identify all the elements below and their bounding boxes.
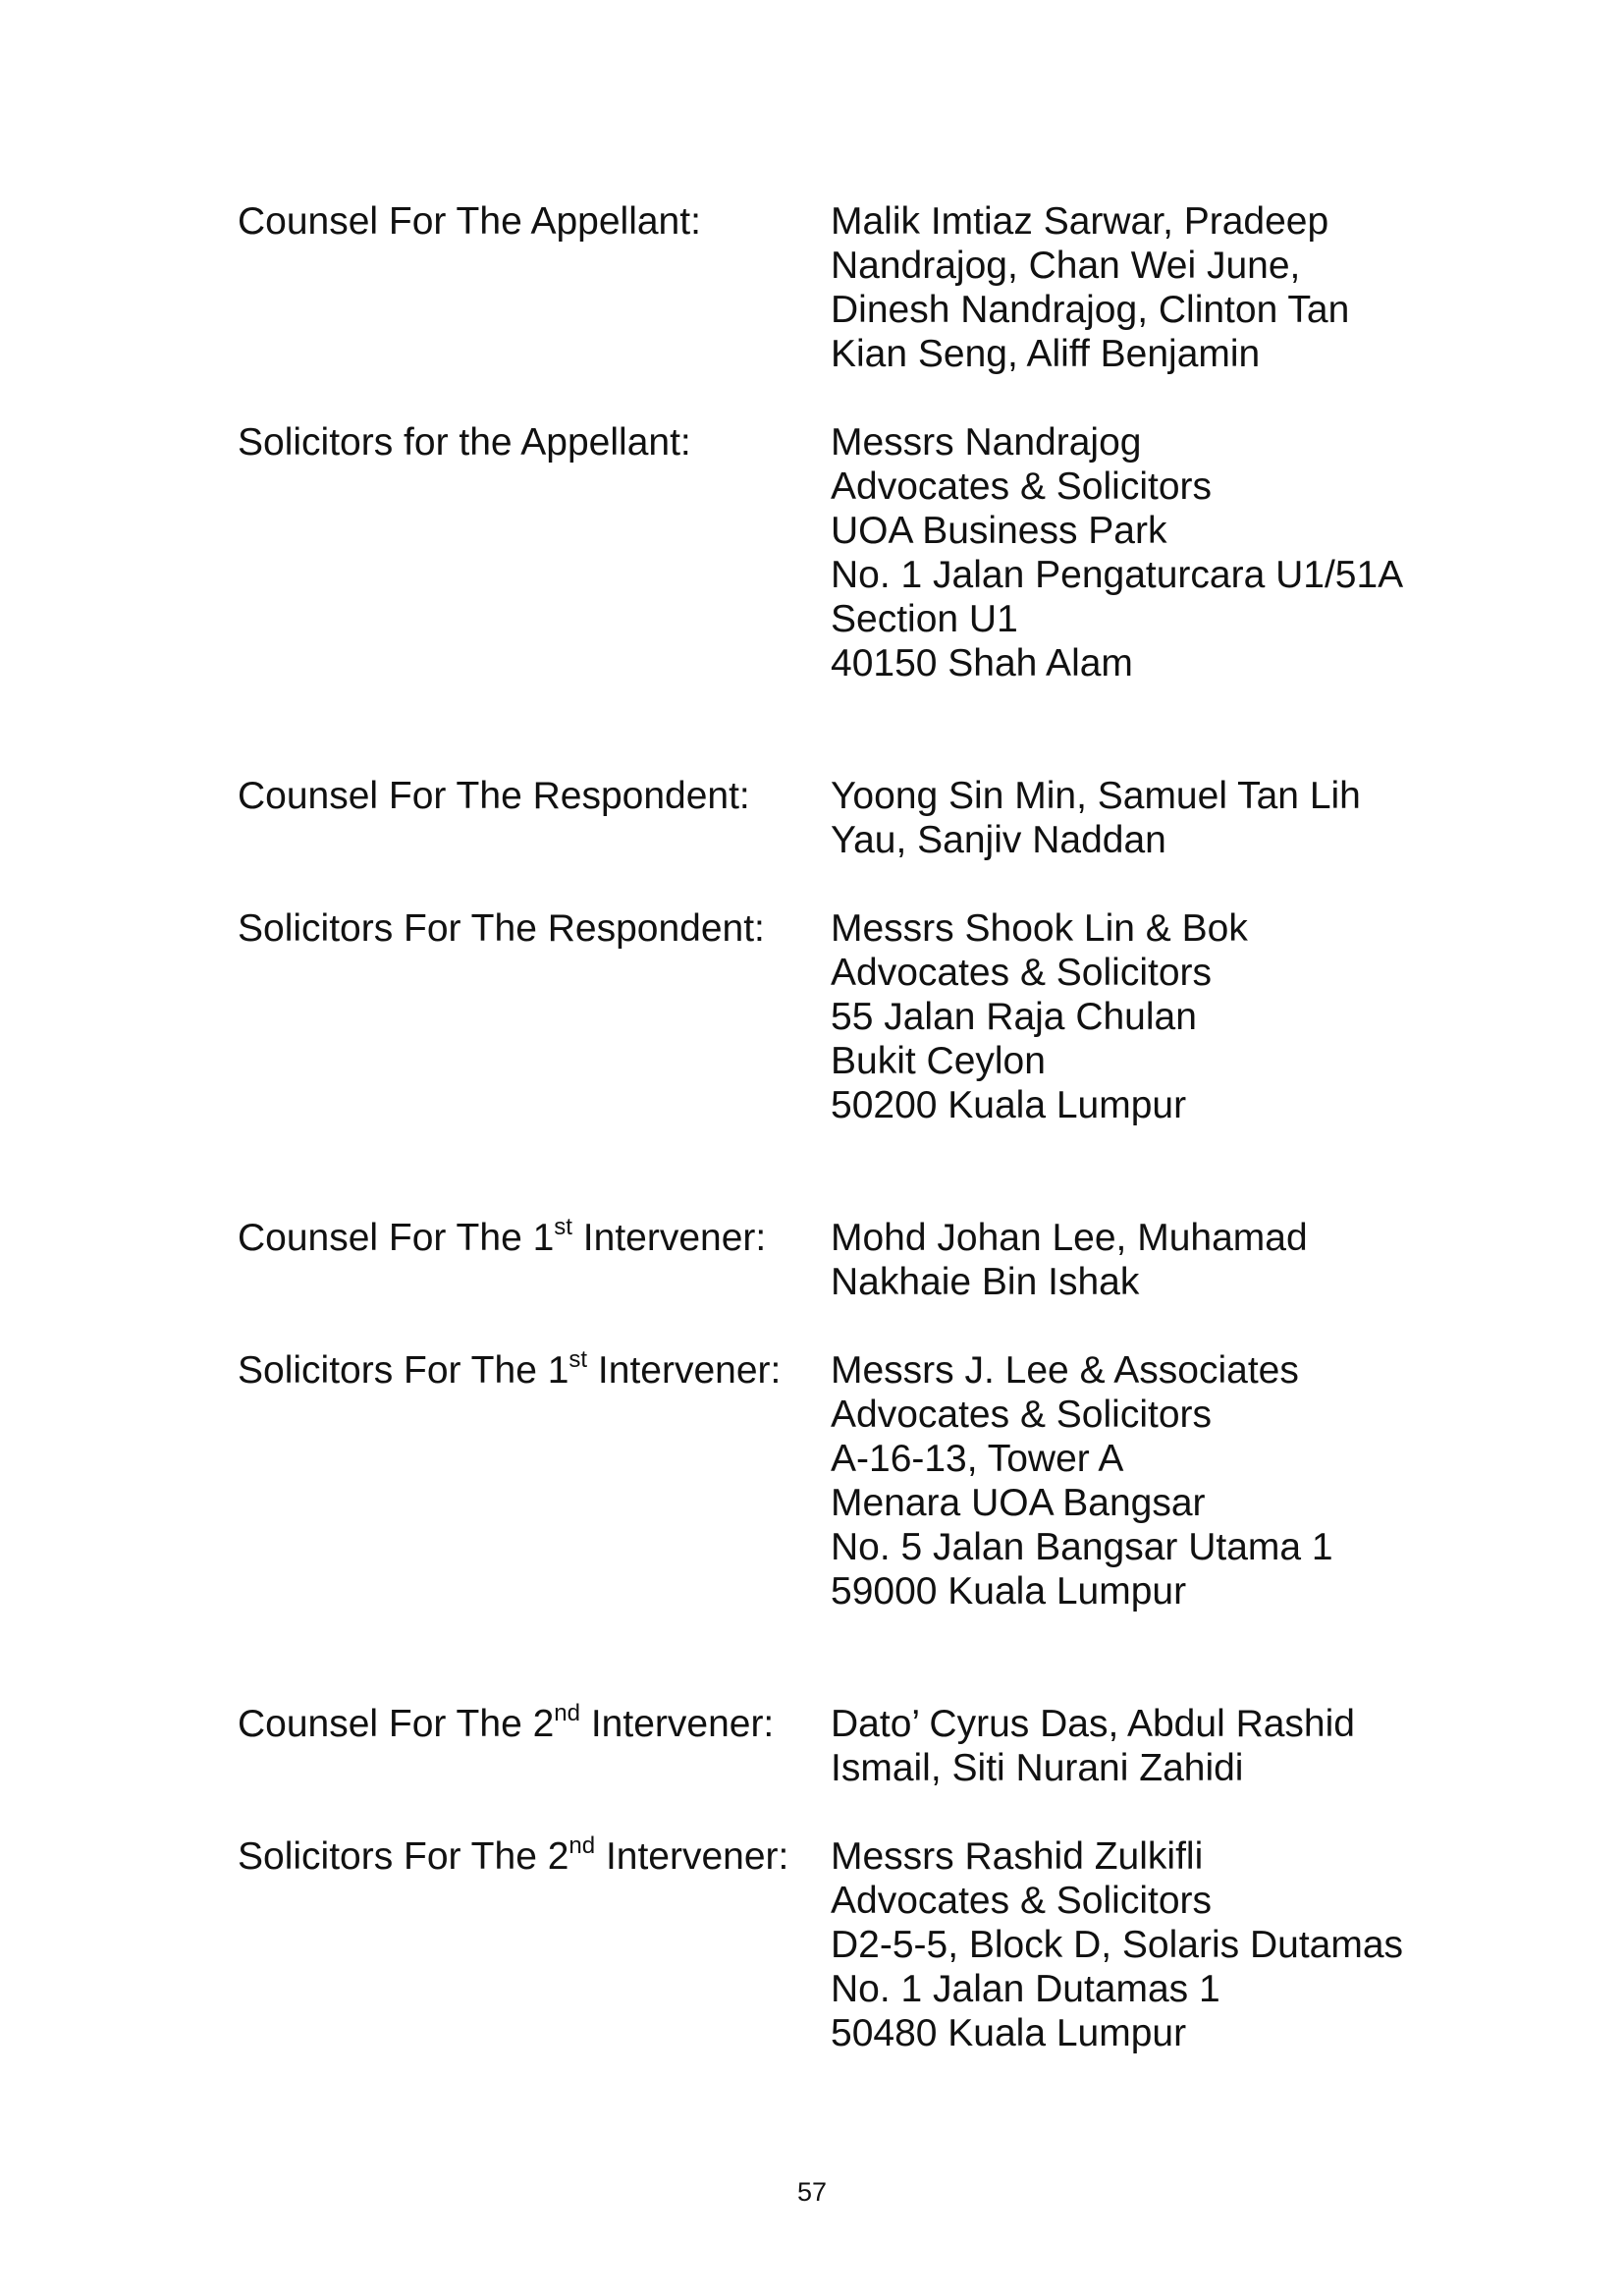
counsel-respondent-value <box>831 774 1416 862</box>
value-line: 50480 Kuala Lumpur <box>831 2012 1187 2054</box>
value-line: Menara UOA Bangsar <box>831 1482 1206 1524</box>
value-line: Section U1 <box>831 598 1018 640</box>
value-line: A-16-13, Tower A <box>831 1438 1124 1480</box>
counsel-appellant-label: Counsel For The Appellant: <box>238 200 701 243</box>
solicitors-appellant-row <box>238 420 1416 685</box>
counsel-first-intervener-row <box>238 1216 1416 1304</box>
value-line: Advocates & Solicitors <box>831 1394 1213 1436</box>
value-line: Yau, Sanjiv Naddan <box>831 819 1166 861</box>
value-line: No. 1 Jalan Dutamas 1 <box>831 1968 1220 2010</box>
solicitors-second-intervener-value <box>831 1834 1416 2055</box>
value-line: 59000 Kuala Lumpur <box>831 1570 1187 1613</box>
counsel-second-intervener-label: Counsel For The 2nd Intervener: <box>238 1700 775 1745</box>
counsel-appellant-row <box>238 199 1416 376</box>
value-line: 50200 Kuala Lumpur <box>831 1084 1187 1126</box>
counsel-second-intervener-row <box>238 1702 1416 1790</box>
counsel-appellant-value <box>831 199 1416 376</box>
counsel-first-intervener-label: Counsel For The 1st Intervener: <box>238 1214 767 1259</box>
solicitors-first-intervener-label: Solicitors For The 1st Intervener: <box>238 1346 782 1392</box>
value-line: Advocates & Solicitors <box>831 952 1213 994</box>
value-line: Messrs Shook Lin & Bok <box>831 907 1248 950</box>
value-line: Malik Imtiaz Sarwar, Pradeep <box>831 200 1329 243</box>
solicitors-second-intervener-label: Solicitors For The 2nd Intervener: <box>238 1832 789 1878</box>
solicitors-second-intervener-row <box>238 1834 1416 2055</box>
value-line: Ismail, Siti Nurani Zahidi <box>831 1747 1244 1789</box>
value-line: Messrs Rashid Zulkifli <box>831 1835 1204 1878</box>
solicitors-first-intervener-value <box>831 1348 1416 1613</box>
value-line: 55 Jalan Raja Chulan <box>831 996 1197 1038</box>
value-line: Nandrajog, Chan Wei June, <box>831 245 1301 287</box>
solicitors-appellant-value <box>831 420 1416 685</box>
value-line: Kian Seng, Aliff Benjamin <box>831 333 1261 375</box>
value-line: D2-5-5, Block D, Solaris Dutamas <box>831 1924 1404 1966</box>
value-line: Dinesh Nandrajog, Clinton Tan <box>831 289 1350 331</box>
value-line: Advocates & Solicitors <box>831 1880 1213 1922</box>
value-line: Advocates & Solicitors <box>831 465 1213 508</box>
counsel-respondent-row <box>238 774 1416 862</box>
value-line: Messrs J. Lee & Associates <box>831 1349 1299 1392</box>
counsel-first-intervener-value <box>831 1216 1416 1304</box>
value-line: Dato’ Cyrus Das, Abdul Rashid <box>831 1703 1355 1745</box>
value-line: Mohd Johan Lee, Muhamad <box>831 1217 1308 1259</box>
solicitors-respondent-row <box>238 906 1416 1127</box>
value-line: Nakhaie Bin Ishak <box>831 1261 1140 1303</box>
solicitors-respondent-value <box>831 906 1416 1127</box>
value-line: No. 1 Jalan Pengaturcara U1/51A <box>831 554 1404 596</box>
value-line: Yoong Sin Min, Samuel Tan Lih <box>831 775 1361 817</box>
solicitors-first-intervener-row <box>238 1348 1416 1613</box>
solicitors-appellant-label: Solicitors for the Appellant: <box>238 421 691 464</box>
page-number: 57 <box>796 2177 828 2207</box>
value-line: 40150 Shah Alam <box>831 642 1133 684</box>
counsel-respondent-label: Counsel For The Respondent: <box>238 775 750 817</box>
value-line: Messrs Nandrajog <box>831 421 1142 464</box>
value-line: No. 5 Jalan Bangsar Utama 1 <box>831 1526 1333 1568</box>
solicitors-respondent-label: Solicitors For The Respondent: <box>238 907 765 950</box>
counsel-second-intervener-value <box>831 1702 1416 1790</box>
value-line: UOA Business Park <box>831 510 1167 552</box>
value-line: Bukit Ceylon <box>831 1040 1046 1082</box>
